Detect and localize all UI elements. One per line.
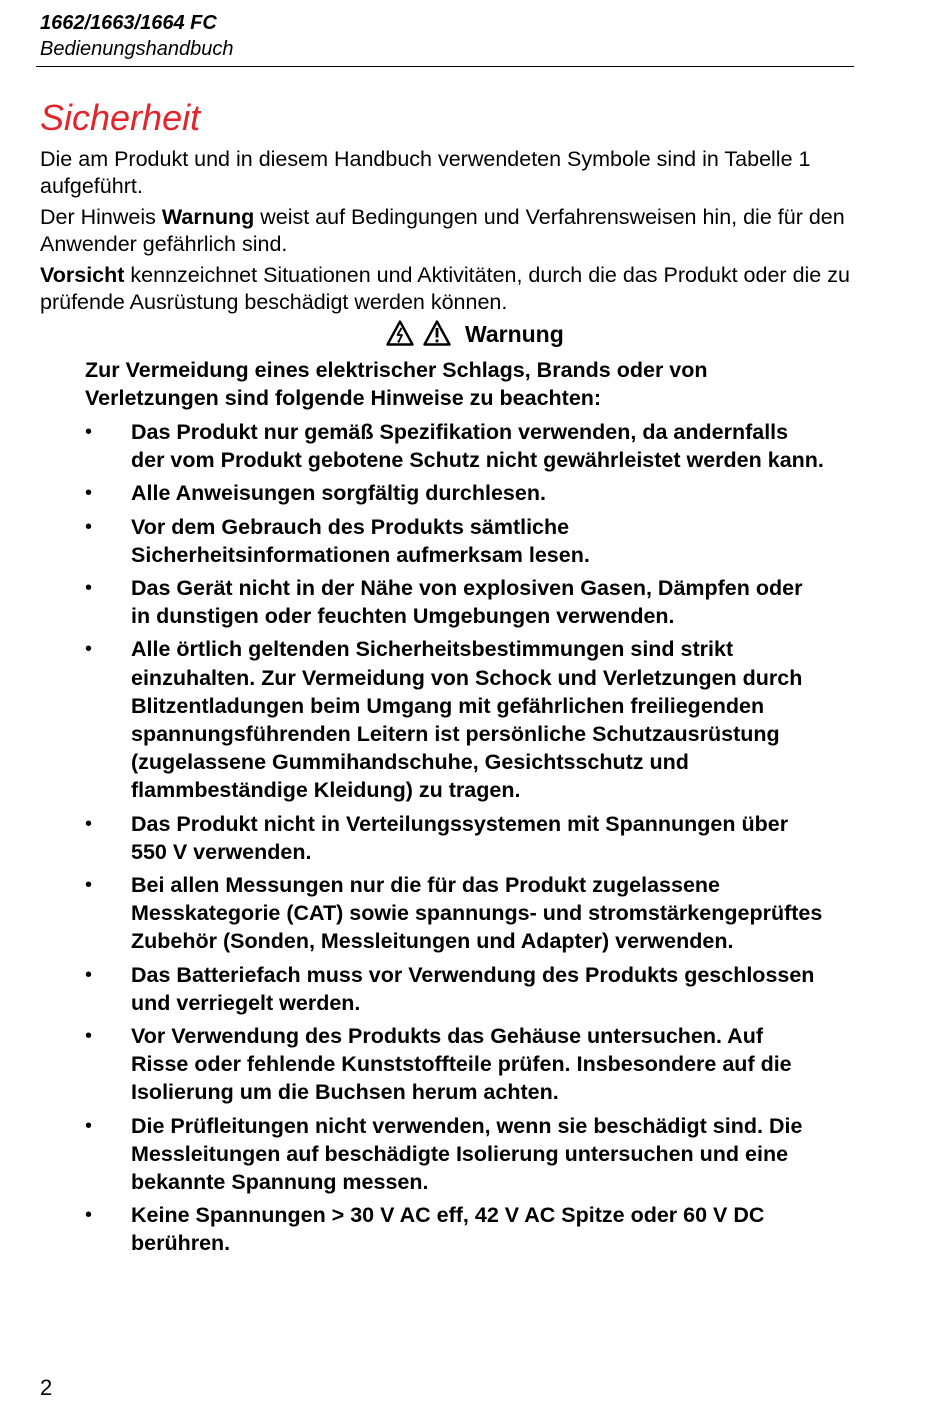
list-item-text: Alle Anweisungen sorgfältig durchlesen. bbox=[131, 481, 546, 506]
section-title: Sicherheit bbox=[40, 97, 201, 138]
list-item-text: Das Gerät nicht in der Nähe von explosiven Gasen, Dämpfen oder in dunstigen oder feuchten Umgebungen verwenden. bbox=[131, 576, 803, 629]
warning-intro: Zur Vermeidung eines elektrischer Schlags, Brands oder von Verletzungen sind folgende Hinweise zu beachten: bbox=[85, 358, 708, 411]
bullet-icon: • bbox=[85, 812, 93, 835]
bullet-icon: • bbox=[85, 1204, 93, 1227]
warning-title: Warnung bbox=[464, 321, 564, 347]
intro-p2-lead: Der Hinweis bbox=[40, 205, 162, 229]
bullet-icon: • bbox=[85, 482, 93, 505]
electric-shock-warning-icon bbox=[386, 320, 414, 354]
bullet-icon: • bbox=[85, 421, 93, 443]
page-number: 2 bbox=[40, 1375, 53, 1400]
list-item-text: Das Produkt nicht in Verteilungssystemen mit Spannungen über 550 V verwenden. bbox=[131, 811, 789, 864]
bullet-icon: • bbox=[85, 515, 93, 538]
list-item bbox=[85, 871, 825, 956]
list-item bbox=[85, 1022, 825, 1107]
list-item-text: Vor dem Gebrauch des Produkts sämtliche Sicherheitsinformationen aufmerksam lesen. bbox=[131, 514, 590, 567]
list-item bbox=[85, 418, 825, 474]
list-item-text: Das Produkt nur gemäß Spezifikation verwenden, da andernfalls der vom Produkt gebotene Schutz nicht gewährleistet werden kann. bbox=[131, 420, 824, 473]
page-header bbox=[40, 10, 854, 62]
warning-heading bbox=[0, 318, 950, 354]
list-item bbox=[85, 1201, 825, 1257]
bullet-icon: • bbox=[85, 577, 93, 600]
intro-paragraph-caution bbox=[40, 262, 860, 316]
bullet-icon: • bbox=[85, 874, 93, 897]
list-item bbox=[85, 810, 825, 866]
intro-p3-tail: kennzeichnet Situationen und Aktivitäten, durch die das Produkt oder die zu prüfende Ausrüstung beschädigt werden können. bbox=[40, 263, 850, 314]
intro-caution-term: Vorsicht bbox=[40, 263, 125, 287]
list-item bbox=[85, 1112, 825, 1197]
header-manual-title: Bedienungshandbuch bbox=[40, 38, 234, 60]
intro-text bbox=[40, 146, 860, 320]
list-item-text: Bei allen Messungen nur die für das Produkt zugelassene Messkategorie (CAT) sowie spannungs- und stromstärkengeprüftes Zubehör (Sonden, Messleitungen und Adapter) verwenden. bbox=[131, 873, 823, 954]
intro-paragraph-warning bbox=[40, 204, 860, 258]
list-item-text: Keine Spannungen > 30 V AC eff, 42 V AC Spitze oder 60 V DC berühren. bbox=[131, 1203, 765, 1256]
warning-list bbox=[85, 418, 825, 1263]
bullet-icon: • bbox=[85, 638, 93, 661]
bullet-icon: • bbox=[85, 1025, 93, 1048]
list-item-text: Die Prüfleitungen nicht verwenden, wenn sie beschädigt sind. Die Messleitungen auf beschädigte Isolierung untersuchen und eine bekannte Spannung messen. bbox=[131, 1113, 803, 1195]
intro-paragraph-symbols: Die am Produkt und in diesem Handbuch verwendeten Symbole sind in Tabelle 1 aufgeführt. bbox=[40, 147, 811, 198]
intro-p2-tail: weist auf Bedingungen und Verfahrensweisen hin, die für den Anwender gefährlich sind. bbox=[40, 205, 845, 256]
header-model: 1662/1663/1664 FC bbox=[40, 12, 217, 34]
bullet-icon: • bbox=[85, 963, 93, 986]
list-item-text: Alle örtlich geltenden Sicherheitsbestimmungen sind strikt einzuhalten. Zur Vermeidung von Schock und Verletzungen durch Blitzentladungen beim Umgang mit gefährlichen freiliegenden spannungsführenden Leitern ist persönliche Schutzausrüstung (zugelassene Gummihandschuhe, Gesichtsschutz und flammbeständige Kleidung) zu tragen. bbox=[131, 637, 803, 803]
list-item-text: Vor Verwendung des Produkts das Gehäuse untersuchen. Auf Risse oder fehlende Kunststoffteile prüfen. Insbesondere auf die Isolierung um die Buchsen herum achten. bbox=[131, 1024, 792, 1105]
list-item bbox=[85, 961, 825, 1017]
list-item-text: Das Batteriefach muss vor Verwendung des Produkts geschlossen und verriegelt werden. bbox=[131, 962, 815, 1015]
header-rule bbox=[36, 66, 854, 67]
list-item bbox=[85, 479, 825, 507]
intro-warning-term: Warnung bbox=[161, 205, 255, 229]
bullet-icon: • bbox=[85, 1114, 93, 1137]
general-warning-icon bbox=[423, 320, 451, 354]
list-item bbox=[85, 635, 825, 804]
list-item bbox=[85, 513, 825, 569]
list-item bbox=[85, 574, 825, 630]
